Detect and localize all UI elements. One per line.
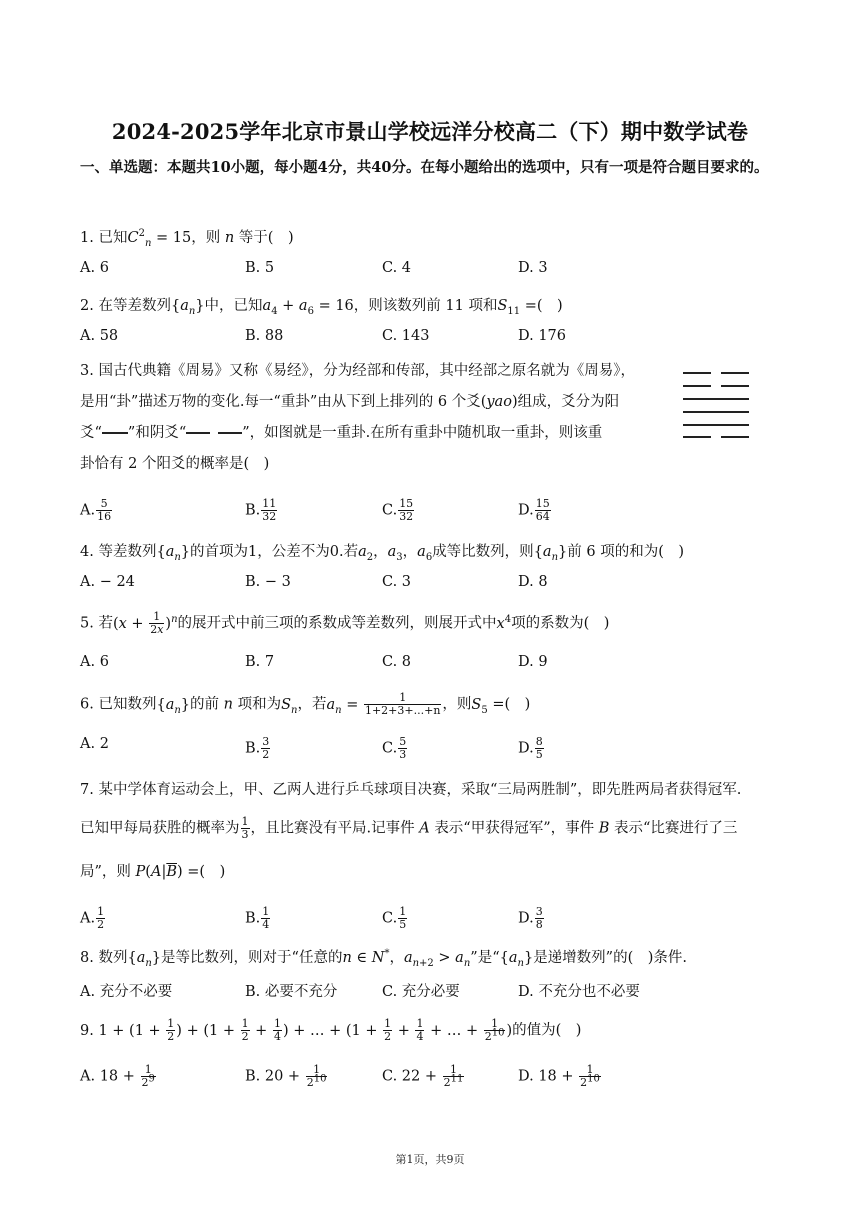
q7-option-b[interactable] [245, 906, 271, 931]
q7-option-c-fraction [398, 906, 407, 931]
q6-text-3: 项和为 [237, 696, 282, 713]
numerator: 15 [535, 497, 550, 510]
q7-option-a-label: A. [80, 910, 96, 927]
q8-sequence: $\{a_n\}$ [127, 950, 162, 969]
hexagram-line-6-right [721, 372, 749, 374]
q5-options [80, 654, 780, 684]
q2-option-d[interactable]: D. 176 [518, 328, 567, 344]
q7-option-b-fraction [261, 906, 270, 931]
q3-option-c[interactable] [382, 498, 415, 523]
question-5 [80, 611, 780, 636]
question-7-line-3 [80, 860, 780, 881]
denominator: 3 [399, 748, 407, 762]
q1-option-b[interactable]: B. 5 [245, 260, 275, 276]
q7-event-b: B [598, 820, 610, 837]
q2-options [80, 328, 780, 358]
numerator: 11 [262, 497, 277, 510]
q4-option-b[interactable]: B. − 3 [245, 574, 291, 590]
q8-text-end: 是递增数列”的( )条件. [533, 950, 688, 966]
q5-text: 5. 若 [80, 615, 113, 632]
q9-option-a-fraction: $\frac{1}{2^9}$ [141, 1063, 155, 1090]
q9-option-c-fraction: $\frac{1}{2^{11}}$ [443, 1063, 464, 1090]
denominator: 32 [399, 510, 414, 524]
numerator: 8 [535, 735, 543, 748]
q6-denominator: 1+2+3+...+n [364, 704, 441, 718]
q6-text-end: =( ) [492, 696, 531, 713]
q6-text: 6. 已知数列 [80, 696, 157, 713]
q6-options [80, 736, 780, 766]
yang-line-icon [102, 432, 128, 434]
question-7-line-2 [80, 816, 780, 841]
q5-option-b[interactable]: B. 7 [245, 654, 275, 670]
q7-option-a-fraction [96, 906, 105, 931]
numerator: 3 [535, 905, 543, 918]
hexagram-line-1-right [721, 436, 749, 438]
q6-option-d-fraction [535, 736, 544, 761]
q4-sequence-2: $\{a_n\}$ [533, 544, 568, 563]
q3-option-a[interactable] [80, 498, 113, 523]
numerator: 5 [399, 735, 407, 748]
denominator: 64 [535, 510, 550, 524]
q5-option-c[interactable]: C. 8 [382, 654, 412, 670]
q5-text-end: 项的系数为( ) [511, 615, 610, 632]
q7-text-3: 表示“甲获得冠军”，事件 [434, 820, 595, 837]
q1-option-a[interactable]: A. 6 [80, 260, 109, 276]
q6-option-a[interactable]: A. 2 [80, 736, 109, 752]
q1-options [80, 260, 780, 290]
exponent: 10 [587, 1073, 600, 1085]
denominator: 5 [399, 918, 407, 932]
q3-line-2a: 是用“卦”描述万物的变化.每一“重卦”由从下到上排列的 6 个爻( [80, 394, 487, 410]
q6-option-d-label: D. [518, 740, 534, 757]
q2-s11: $S_{11}$ [497, 298, 521, 317]
hexagram-line-5-left [683, 385, 711, 387]
q5-text-2: 的展开式中前三项的系数成等差数列，则展开式中 [177, 615, 497, 632]
numerator: 1 [399, 905, 407, 918]
q9-option-c[interactable] [382, 1064, 465, 1089]
q1-text-end: 等于( ) [238, 230, 294, 246]
exponent: 11 [450, 1073, 464, 1085]
q6-text-4: ，若 [297, 696, 327, 713]
q6-sn: $S_n$ [281, 696, 298, 716]
q9-option-a[interactable] [80, 1064, 157, 1089]
q8-option-b[interactable]: B. 必要不充分 [245, 984, 338, 1000]
numerator: 5 [96, 498, 112, 511]
q4-options [80, 574, 780, 604]
q2-option-c[interactable]: C. 143 [382, 328, 430, 344]
q1-text: 1. 已知 [80, 230, 128, 246]
q7-text-5: 局”，则 [80, 864, 131, 880]
question-7-line-1: 7. 某中学体育运动会上，甲、乙两人进行乒乓球项目决赛，采取“三局两胜制”，即先胜两局者获得冠军. [80, 782, 742, 798]
q5-power-term: $x^4$ [496, 613, 512, 632]
numerator: 3 [262, 735, 270, 748]
question-2 [80, 294, 780, 315]
numerator: 1 [97, 905, 105, 918]
q6-option-c[interactable] [382, 736, 408, 761]
q3-option-d-fraction [535, 498, 551, 523]
hexagram-line-4 [683, 398, 749, 400]
q7-option-a[interactable] [80, 906, 106, 931]
q9-option-b-label: B. 20 + [245, 1068, 301, 1085]
q2-text-2: 中，已知 [204, 298, 263, 314]
q3-yao: yao [486, 394, 512, 410]
q7-text-4: 表示“比赛进行了三 [614, 820, 738, 837]
q7-option-c-label: C. [382, 910, 398, 927]
q9-option-b-fraction: $\frac{1}{2^{10}}$ [306, 1063, 327, 1090]
q9-series-expression: 9. 1 + (1 + $\frac{1}{2}$ ) + (1 + $\frac{1}{2}$ + $\frac{1}{4}$ ) + … + (1 + $\frac{1}{2}$ + $\frac{1}{4}$ + … + $\frac{1}{2^{10}}$ ) [80, 1017, 513, 1044]
q3-option-c-fraction [398, 498, 414, 523]
q6-option-c-label: C. [382, 740, 398, 757]
q9-option-b[interactable] [245, 1064, 328, 1089]
q1-combination: $C^2_n$ [127, 228, 152, 249]
q8-text-3: ”是“ [470, 950, 500, 966]
q7-option-d-fraction [535, 906, 544, 931]
q8-option-d[interactable]: D. 不充分也不必要 [518, 984, 640, 1000]
q3-options [80, 498, 780, 528]
q4-text-2: 的首项为1，公差不为0.若 [190, 544, 359, 560]
q7-option-d[interactable] [518, 906, 545, 931]
q2-sum-expression: $a_4 + a_6$ [262, 298, 314, 317]
q6-option-c-fraction [398, 736, 407, 761]
q8-condition: n ∈ N*，$a_{n+2} > a_n$ [342, 948, 471, 969]
q3-option-d[interactable] [518, 498, 552, 523]
q8-options [80, 980, 780, 1010]
q1-option-d[interactable]: D. 3 [518, 260, 548, 276]
hexagram-line-3 [683, 411, 749, 413]
q7-option-b-label: B. [245, 910, 261, 927]
q7-text-2: ，且比赛没有平局.记事件 [250, 820, 415, 837]
section-heading: 一、单选题：本题共10小题，每小题4分，共40分。在每小题给出的选项中，只有一项是符合题目要求的。 [80, 159, 769, 176]
q2-option-a[interactable]: A. 58 [80, 328, 119, 344]
question-1 [80, 226, 780, 247]
q6-an-def: $a_n$ = $\frac{1}{1+2+3+...+n}$ [326, 691, 441, 718]
q8-text: 8. 数列 [80, 950, 128, 966]
hexagram-line-2 [683, 424, 749, 426]
q6-text-2: 的前 [190, 696, 220, 713]
q2-text: 2. 在等差数列 [80, 298, 171, 314]
q3-option-b-label: B. [245, 502, 261, 519]
q2-text-3: ，则该数列前 11 项和 [353, 298, 498, 314]
q3-line-1: 3. 国古代典籍《周易》又称《易经》，分为经部和传部，其中经部之原名就为《周易》， [80, 363, 635, 379]
q3-option-d-label: D. [518, 502, 534, 519]
q6-option-b-fraction [261, 736, 270, 761]
denominator: 32 [262, 510, 277, 524]
hexagram-line-1-left [683, 436, 711, 438]
q2-text-end: =( ) [524, 298, 563, 314]
q6-option-d[interactable] [518, 736, 545, 761]
q1-equation: = 15 [156, 230, 192, 246]
q8-option-a[interactable]: A. 充分不必要 [80, 984, 173, 1000]
q7-text-end: =( ) [187, 864, 226, 880]
hexagram-line-6-left [683, 372, 711, 374]
denominator: 8 [535, 918, 543, 932]
q4-terms: $a_2$，$a_3$，$a_6$ [358, 544, 433, 563]
q7-option-c[interactable] [382, 906, 408, 931]
q5-binomial: (x + $\frac{1}{2x}$ )$^n$ [112, 610, 178, 637]
q3-line-4: 卦恰有 2 个阳爻的概率是( ) [80, 456, 270, 472]
q2-sequence: $\{a_n\}$ [170, 298, 205, 317]
q6-n: n [223, 696, 233, 713]
q3-line-3b: ”和阴爻“ [127, 425, 187, 441]
q3-option-b-fraction [261, 498, 277, 523]
q4-option-c[interactable]: C. 3 [382, 574, 412, 590]
question-6 [80, 692, 780, 717]
q5-option-d[interactable]: D. 9 [518, 654, 548, 670]
q2-equation: = 16 [318, 298, 354, 314]
question-8 [80, 946, 780, 967]
page-title: 2024-2025学年北京市景山学校远洋分校高二（下）期中数学试卷 [111, 119, 749, 144]
q4-option-a[interactable]: A. − 24 [80, 574, 135, 590]
numerator: 1 [262, 905, 270, 918]
q8-option-c[interactable]: C. 充分必要 [382, 984, 460, 1000]
denominator: 5 [535, 748, 543, 762]
q4-text-3: 成等比数列，则 [432, 544, 534, 560]
q7-event-a: A [419, 820, 430, 837]
q7-probability: $\frac{1}{3}$ [241, 815, 249, 842]
q6-option-b[interactable] [245, 736, 271, 761]
q8-sequence-2: $\{a_n\}$ [499, 950, 534, 969]
q5-option-a[interactable]: A. 6 [80, 654, 109, 670]
q1-option-c[interactable]: C. 4 [382, 260, 412, 276]
question-3 [80, 356, 660, 480]
q4-text-end: 前 6 项的和为( ) [567, 544, 685, 560]
q6-option-b-label: B. [245, 740, 261, 757]
q9-option-c-label: C. 22 + [382, 1068, 438, 1085]
q7-option-d-label: D. [518, 910, 534, 927]
q4-text: 4. 等差数列 [80, 544, 157, 560]
q4-option-d[interactable]: D. 8 [518, 574, 548, 590]
q2-option-b[interactable]: B. 88 [245, 328, 284, 344]
q7-options [80, 906, 780, 936]
q3-line-3c: ”，如图就是一重卦.在所有重卦中随机取一重卦，则该重 [242, 425, 603, 441]
hexagram-line-5-right [721, 385, 749, 387]
q8-text-2: 是等比数列，则对于“任意的 [161, 950, 343, 966]
question-9 [80, 1018, 780, 1043]
numerator: 15 [399, 497, 414, 510]
q3-line-2b: )组成，爻分为阳 [511, 394, 620, 410]
q1-text-mid: ，则 [191, 230, 221, 246]
yin-line-icon [186, 432, 242, 434]
q6-s5: $S_5$ [471, 696, 488, 716]
denominator: 16 [97, 510, 112, 524]
q9-options [80, 1064, 780, 1094]
q3-line-3a: 爻“ [80, 425, 102, 441]
q3-option-a-fraction [96, 498, 112, 523]
page-footer: 第1页，共9页 [395, 1153, 465, 1166]
exponent: 10 [313, 1073, 327, 1085]
q4-sequence: $\{a_n\}$ [156, 544, 191, 563]
q9-option-d-label: D. 18 + [518, 1068, 574, 1085]
q9-option-a-label: A. 18 + [80, 1068, 135, 1085]
q7-text: 已知甲每局获胜的概率为 [80, 820, 240, 837]
q1-variable: n [224, 230, 235, 246]
q3-line-3 [80, 418, 660, 449]
exponent: 9 [148, 1073, 155, 1085]
q7-conditional-probability: $P(A|\overline{B})$ [135, 864, 183, 880]
q6-sequence: $\{a_n\}$ [156, 696, 191, 716]
denominator: 4 [262, 918, 270, 932]
q6-text-5: ，则 [442, 696, 472, 713]
q9-text-end: 的值为( ) [512, 1022, 582, 1039]
question-4 [80, 540, 780, 561]
hexagram-icon [683, 372, 749, 438]
denominator: 2 [97, 918, 105, 932]
q9-option-d[interactable] [518, 1064, 602, 1089]
q3-option-b[interactable] [245, 498, 278, 523]
q3-line-2 [80, 387, 660, 418]
q9-option-d-fraction: $\frac{1}{2^{10}}$ [580, 1063, 600, 1090]
denominator: 2 [262, 748, 270, 762]
q3-option-a-label: A. [80, 502, 96, 519]
q3-option-c-label: C. [382, 502, 398, 519]
